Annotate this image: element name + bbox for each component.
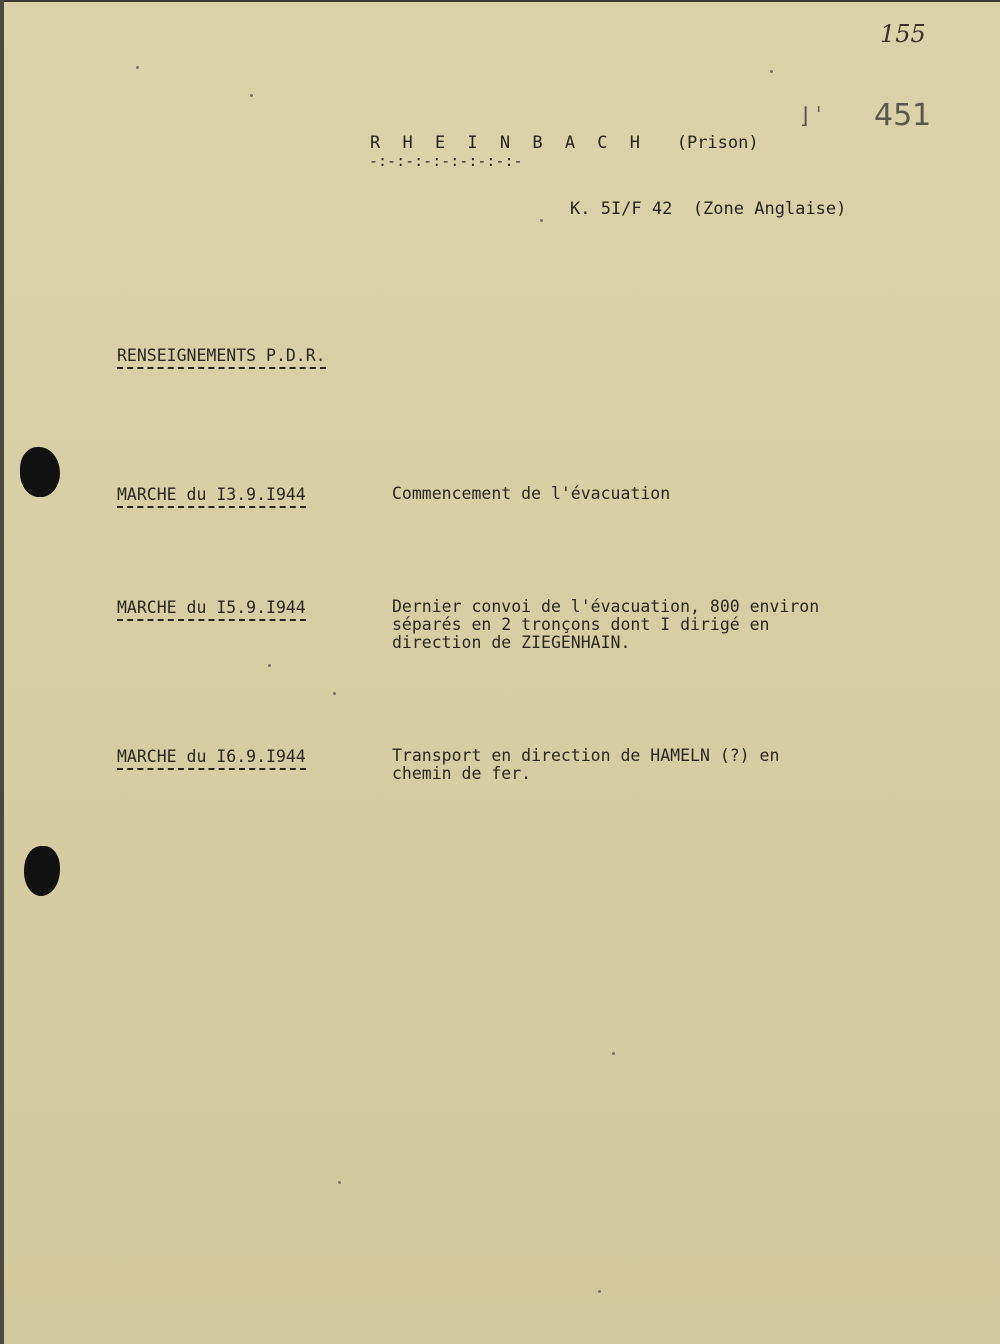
- entry-text: Commencement de l'évacuation: [392, 484, 671, 503]
- paper-speck: [136, 66, 139, 69]
- section-heading: RENSEIGNEMENTS P.D.R.: [117, 346, 326, 369]
- entry-date: MARCHE du I5.9.I944: [117, 598, 306, 621]
- entry-date: MARCHE du I6.9.I944: [117, 747, 306, 770]
- punch-hole: [24, 846, 60, 896]
- stamp-mark: ⌋ ˈ: [800, 104, 822, 129]
- document-title: [370, 133, 759, 153]
- entry-text: Dernier convoi de l'évacuation, 800 environ séparés en 2 tronçons dont I dirigé en direction de ZIEGENHAIN.: [392, 597, 820, 652]
- paper-speck: [540, 219, 543, 222]
- entry-text: Transport en direction de HAMELN (?) en chemin de fer.: [392, 746, 780, 783]
- title-place: R H E I N B A C H: [370, 133, 646, 153]
- punch-hole: [20, 447, 60, 497]
- page-top-edge: [0, 0, 1000, 2]
- entry-date: MARCHE du I3.9.I944: [117, 485, 306, 508]
- page-left-edge: [0, 0, 4, 1344]
- title-underline: -:-:-:-:-:-:-:-:-: [369, 152, 523, 170]
- paper-speck: [268, 664, 271, 667]
- paper-speck: [333, 692, 336, 695]
- paper-speck: [612, 1052, 615, 1055]
- paper-speck: [598, 1290, 601, 1293]
- stamp-number: 451: [874, 98, 932, 133]
- paper-speck: [770, 70, 773, 73]
- reference-line: K. 5I/F 42 (Zone Anglaise): [570, 199, 847, 219]
- paper-speck: [250, 94, 253, 97]
- handwritten-page-number: 155: [880, 20, 926, 48]
- title-note: (Prison): [676, 133, 759, 153]
- paper-speck: [338, 1181, 341, 1184]
